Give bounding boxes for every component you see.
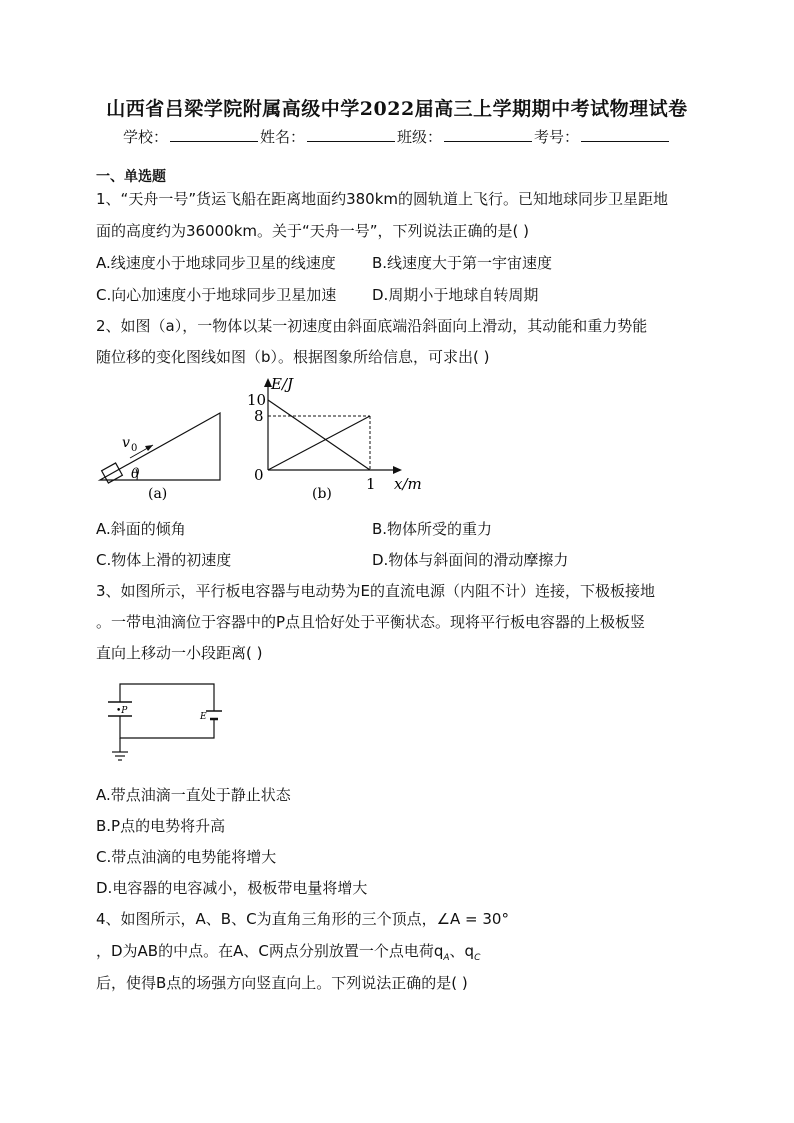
q4-stem-line-3: 后，使得B点的场强方向竖直向上。下列说法正确的是( ): [96, 974, 468, 992]
q4-sub-a: A: [443, 953, 450, 963]
v0-subscript: 0: [131, 443, 138, 454]
x-axis-label: x/m: [394, 475, 422, 493]
q3-option-d[interactable]: D.电容器的电容减小，极板带电量将增大: [96, 879, 368, 897]
q3-option-a[interactable]: A.带点油滴一直处于静止状态: [96, 786, 291, 804]
q2-option-a[interactable]: A.斜面的倾角: [96, 520, 186, 538]
q3-stem-line-2: 。一带电油滴位于容器中的P点且恰好处于平衡状态。现将平行板电容器的上极板竖: [96, 613, 646, 631]
origin-label: 0: [254, 466, 264, 484]
name-blank[interactable]: [307, 127, 395, 142]
emf-label: E: [200, 712, 207, 722]
theta-label: θ: [131, 466, 140, 482]
school-blank[interactable]: [170, 127, 258, 142]
q4-stem-line-1: 4、如图所示，A、B、C为直角三角形的三个顶点，∠A = 30°: [96, 910, 509, 928]
q2-stem-line-1: 2、如图（a），一物体以某一初速度由斜面底端沿斜面向上滑动，其动能和重力势能: [96, 317, 648, 335]
y-tick-10: 10: [247, 391, 267, 409]
y-tick-8: 8: [254, 407, 264, 425]
v0-label: v: [122, 435, 130, 451]
point-p-label: •P: [116, 706, 128, 716]
student-info-row: [0, 126, 794, 147]
q2-option-d[interactable]: D.物体与斜面间的滑动摩擦力: [372, 551, 569, 569]
exam-title: 山西省吕梁学院附属高级中学2022届高三上学期期中考试物理试卷: [106, 98, 688, 120]
kinetic-energy-line: [268, 400, 370, 470]
q4-line2-text: ，D为AB的中点。在A、C两点分别放置一个点电荷q: [96, 942, 444, 960]
section-title-single-choice: 一、单选题: [96, 169, 166, 185]
exam-no-label: 考号：: [534, 128, 580, 146]
q1-stem-line-2: 面的高度约为36000km。关于“天舟一号”，下列说法正确的是( ): [96, 222, 530, 240]
q4-stem-line-2: [96, 940, 480, 963]
q3-option-b[interactable]: B.P点的电势将升高: [96, 817, 226, 835]
q2-stem-line-2: 随位移的变化图线如图（b）。根据图象所给信息，可求出( ): [96, 348, 490, 366]
q3-stem-line-3: 直向上移动一小段距离( ): [96, 644, 263, 662]
q2-option-b[interactable]: B.物体所受的重力: [372, 520, 493, 538]
energy-graph: [247, 375, 422, 502]
y-axis-label: E/J: [271, 375, 294, 393]
q1-option-a[interactable]: A.线速度小于地球同步卫星的线速度: [96, 254, 336, 272]
x-tick-1: 1: [366, 475, 376, 493]
caption-b: (b): [312, 486, 332, 502]
q2-option-c[interactable]: C.物体上滑的初速度: [96, 551, 232, 569]
x-arrow-icon: [393, 466, 402, 474]
q1-option-c[interactable]: C.向心加速度小于地球同步卫星加速: [96, 286, 337, 304]
class-blank[interactable]: [444, 127, 532, 142]
exam-no-blank[interactable]: [581, 127, 669, 142]
name-label: 姓名：: [259, 128, 305, 146]
q3-option-c[interactable]: C.带点油滴的电势能将增大: [96, 848, 277, 866]
q4-sub-c: C: [474, 953, 481, 963]
potential-energy-line: [268, 416, 370, 470]
q1-stem-line-1: 1、“天舟一号”货运飞船在距离地面约380km的圆轨道上飞行。已知地球同步卫星距地: [96, 190, 669, 208]
q3-stem-line-1: 3、如图所示，平行板电容器与电动势为E的直流电源（内阻不计）连接，下极板接地: [96, 582, 656, 600]
school-label: 学校：: [122, 128, 168, 146]
q3-circuit-figure: [96, 676, 226, 772]
q4-line2-sep: 、q: [449, 942, 475, 960]
q1-option-b[interactable]: B.线速度大于第一宇宙速度: [372, 254, 553, 272]
class-label: 班级：: [397, 128, 443, 146]
q1-option-d[interactable]: D.周期小于地球自转周期: [372, 286, 539, 304]
q2-figure: [90, 372, 430, 512]
caption-a: (a): [148, 486, 168, 502]
incline-diagram: [100, 413, 220, 502]
